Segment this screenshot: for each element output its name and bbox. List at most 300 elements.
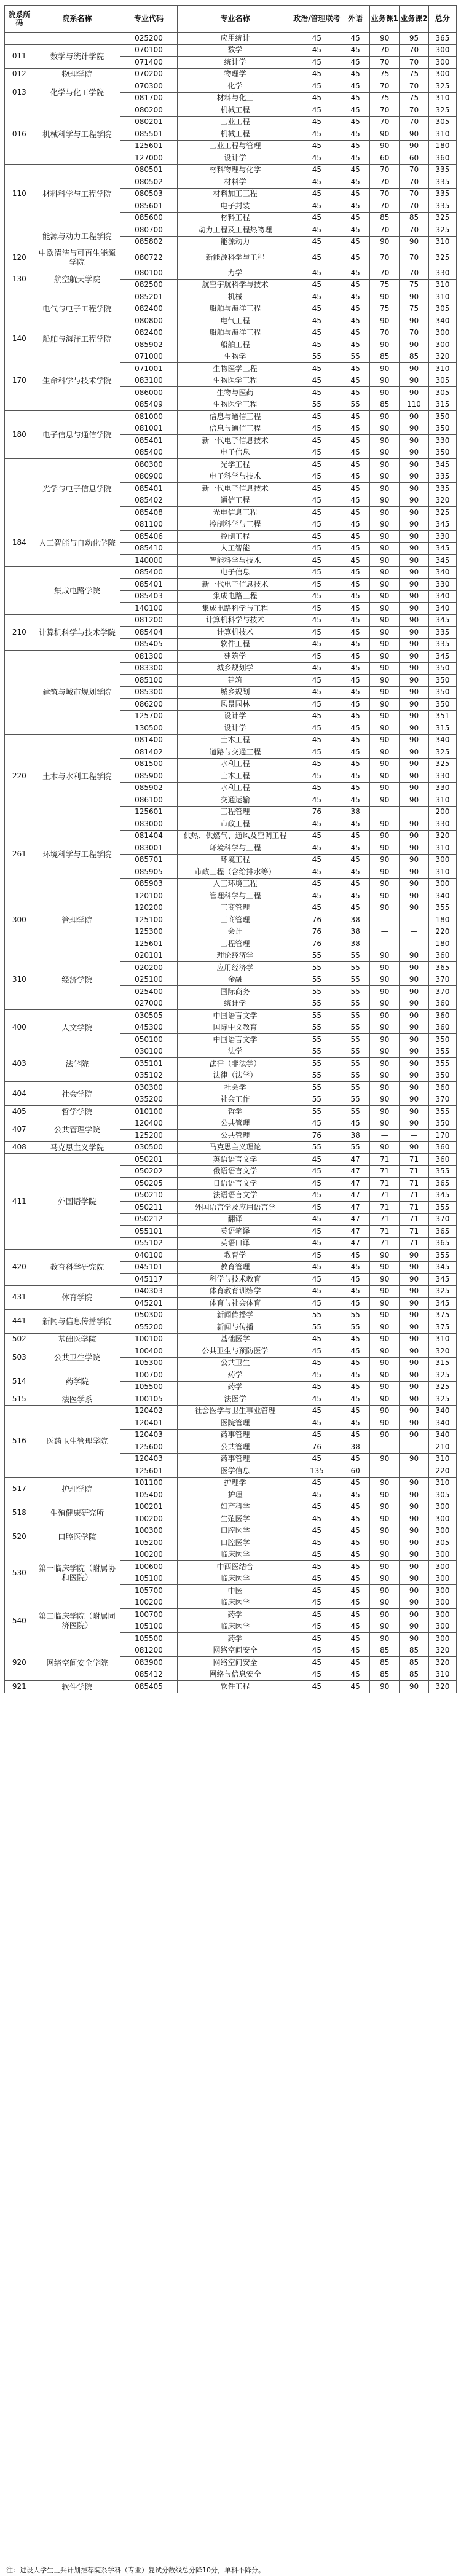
major-name-cell: 城乡规划: [177, 686, 293, 699]
major-code-cell: 100200: [120, 1597, 178, 1609]
course2-cell: 70: [400, 104, 429, 117]
foreign-cell: 45: [341, 710, 370, 722]
course1-cell: —: [370, 1130, 400, 1142]
major-code-cell: 030500: [120, 1141, 178, 1154]
politics-cell: 45: [293, 662, 341, 675]
course2-cell: 90: [400, 770, 429, 783]
course1-cell: 75: [370, 68, 400, 80]
total-cell: 310: [428, 128, 456, 141]
foreign-cell: 45: [341, 878, 370, 890]
politics-cell: 45: [293, 1429, 341, 1441]
politics-cell: 45: [293, 1561, 341, 1573]
course1-cell: 90: [370, 566, 400, 579]
politics-cell: 45: [293, 236, 341, 248]
course1-cell: 60: [370, 152, 400, 165]
dept-name-cell: 中欧清洁与可再生能源学院: [34, 248, 120, 267]
total-cell: 300: [428, 339, 456, 351]
total-cell: 350: [428, 411, 456, 423]
table-row: [5, 1285, 457, 1298]
foreign-cell: 45: [341, 471, 370, 483]
course2-cell: 71: [400, 1202, 429, 1214]
major-name-cell: 公共卫生与预防医学: [177, 1345, 293, 1358]
politics-cell: 45: [293, 1525, 341, 1537]
dept-name-cell: 管理学院: [34, 890, 120, 950]
foreign-cell: 45: [341, 1609, 370, 1621]
total-cell: 345: [428, 1261, 456, 1274]
dept-code-cell: [5, 651, 34, 735]
major-code-cell: 125300: [120, 926, 178, 938]
politics-cell: 45: [293, 315, 341, 327]
politics-cell: 55: [293, 950, 341, 962]
course1-cell: 70: [370, 104, 400, 117]
course1-cell: 71: [370, 1165, 400, 1178]
total-cell: 340: [428, 1417, 456, 1430]
total-cell: 310: [428, 236, 456, 248]
dept-code-cell: 407: [5, 1118, 34, 1141]
major-code-cell: 081300: [120, 651, 178, 663]
dept-code-cell: 518: [5, 1501, 34, 1525]
course2-cell: 95: [400, 33, 429, 45]
politics-cell: 45: [293, 1573, 341, 1585]
major-code-cell: 071001: [120, 363, 178, 375]
major-code-cell: 050211: [120, 1202, 178, 1214]
politics-cell: 55: [293, 1321, 341, 1334]
politics-cell: 45: [293, 614, 341, 627]
course2-cell: 71: [400, 1154, 429, 1166]
total-cell: 375: [428, 1309, 456, 1321]
major-name-cell: 临床医学: [177, 1597, 293, 1609]
foreign-cell: 45: [341, 1298, 370, 1310]
course1-cell: 90: [370, 878, 400, 890]
course1-cell: 70: [370, 116, 400, 128]
table-row: [5, 1477, 457, 1489]
course1-cell: 90: [370, 627, 400, 639]
total-cell: 360: [428, 152, 456, 165]
major-code-cell: 085400: [120, 566, 178, 579]
course1-cell: —: [370, 1441, 400, 1454]
total-cell: 370: [428, 1094, 456, 1106]
major-name-cell: 社会工作: [177, 1094, 293, 1106]
politics-cell: 45: [293, 339, 341, 351]
table-row: [5, 890, 457, 902]
politics-cell: 45: [293, 794, 341, 807]
foreign-cell: 45: [341, 1597, 370, 1609]
politics-cell: 45: [293, 423, 341, 435]
dept-code-cell: 514: [5, 1369, 34, 1393]
course1-cell: 90: [370, 974, 400, 986]
course2-cell: 90: [400, 590, 429, 603]
major-name-cell: 力学: [177, 267, 293, 280]
foreign-cell: 45: [341, 566, 370, 579]
total-cell: 300: [428, 1573, 456, 1585]
foreign-cell: 45: [341, 603, 370, 615]
major-name-cell: 网络空间安全: [177, 1657, 293, 1669]
total-cell: 350: [428, 447, 456, 459]
major-code-cell: 100200: [120, 1549, 178, 1561]
politics-cell: 45: [293, 1513, 341, 1525]
course2-cell: 90: [400, 950, 429, 962]
major-code-cell: 050212: [120, 1213, 178, 1226]
course1-cell: 90: [370, 1285, 400, 1298]
total-cell: 360: [428, 1154, 456, 1166]
course2-cell: 71: [400, 1189, 429, 1202]
course2-cell: 90: [400, 555, 429, 567]
total-cell: 320: [428, 1681, 456, 1693]
foreign-cell: 55: [341, 1046, 370, 1058]
major-code-cell: 085401: [120, 483, 178, 495]
major-code-cell: 125700: [120, 710, 178, 722]
major-code-cell: 085406: [120, 531, 178, 543]
total-cell: 320: [428, 351, 456, 363]
politics-cell: 45: [293, 830, 341, 842]
course1-cell: 75: [370, 303, 400, 315]
politics-cell: 55: [293, 399, 341, 411]
major-name-cell: 工程管理: [177, 938, 293, 950]
total-cell: 305: [428, 375, 456, 387]
foreign-cell: 38: [341, 938, 370, 950]
foreign-cell: 55: [341, 974, 370, 986]
foreign-cell: 45: [341, 1669, 370, 1681]
foreign-cell: 45: [341, 1501, 370, 1513]
table-row: [5, 1645, 457, 1657]
course1-cell: 90: [370, 1118, 400, 1130]
table-row: [5, 1501, 457, 1513]
total-cell: 345: [428, 519, 456, 531]
total-cell: 330: [428, 531, 456, 543]
course2-cell: 90: [400, 566, 429, 579]
major-name-cell: 社会医学与卫生事业管理: [177, 1405, 293, 1417]
foreign-cell: 45: [341, 555, 370, 567]
dept-name-cell: 能源与动力工程学院: [34, 224, 120, 248]
course1-cell: 90: [370, 758, 400, 770]
major-code-cell: 085601: [120, 200, 178, 213]
course2-cell: 90: [400, 782, 429, 794]
table-row: [5, 1141, 457, 1154]
total-cell: 325: [428, 507, 456, 519]
foreign-cell: 45: [341, 140, 370, 152]
major-name-cell: 统计学: [177, 998, 293, 1010]
total-cell: 300: [428, 1501, 456, 1513]
politics-cell: 45: [293, 327, 341, 339]
dept-code-cell: 110: [5, 164, 34, 224]
foreign-cell: 60: [341, 1465, 370, 1478]
course2-cell: 90: [400, 387, 429, 399]
politics-cell: 45: [293, 1453, 341, 1465]
total-cell: 330: [428, 579, 456, 591]
major-code-cell: 085802: [120, 236, 178, 248]
foreign-cell: 45: [341, 212, 370, 224]
course2-cell: 90: [400, 1633, 429, 1645]
dept-code-cell: 016: [5, 104, 34, 165]
major-name-cell: 工程管理: [177, 806, 293, 818]
major-name-cell: 软件工程: [177, 1681, 293, 1693]
politics-cell: 45: [293, 1213, 341, 1226]
foreign-cell: 45: [341, 519, 370, 531]
major-code-cell: 085900: [120, 770, 178, 783]
dept-code-cell: 170: [5, 351, 34, 411]
course1-cell: 90: [370, 986, 400, 998]
course1-cell: 90: [370, 590, 400, 603]
dept-name-cell: 基础医学院: [34, 1333, 120, 1345]
course1-cell: 90: [370, 291, 400, 303]
total-cell: 305: [428, 1489, 456, 1501]
course2-cell: 85: [400, 1645, 429, 1657]
total-cell: 300: [428, 1633, 456, 1645]
major-code-cell: 130500: [120, 722, 178, 735]
course2-cell: 70: [400, 116, 429, 128]
major-name-cell: 新一代电子信息技术: [177, 435, 293, 447]
major-code-cell: 081500: [120, 758, 178, 770]
foreign-cell: 47: [341, 1202, 370, 1214]
course1-cell: 70: [370, 267, 400, 280]
course2-cell: 90: [400, 962, 429, 974]
dept-code-cell: 184: [5, 519, 34, 566]
course2-cell: 90: [400, 1597, 429, 1609]
major-code-cell: 083300: [120, 662, 178, 675]
politics-cell: 45: [293, 435, 341, 447]
foreign-cell: 55: [341, 1106, 370, 1118]
foreign-cell: 45: [341, 614, 370, 627]
major-name-cell: 口腔医学: [177, 1525, 293, 1537]
major-code-cell: 085201: [120, 291, 178, 303]
course1-cell: 90: [370, 1298, 400, 1310]
foreign-cell: 45: [341, 1585, 370, 1597]
foreign-cell: 45: [341, 1417, 370, 1430]
foreign-cell: 45: [341, 699, 370, 711]
major-name-cell: 计算机科学与技术: [177, 614, 293, 627]
major-code-cell: 120402: [120, 1405, 178, 1417]
politics-cell: 45: [293, 1118, 341, 1130]
course1-cell: 90: [370, 1034, 400, 1046]
major-code-cell: 125601: [120, 140, 178, 152]
course1-cell: 90: [370, 1513, 400, 1525]
dept-name-cell: 计算机科学与技术学院: [34, 614, 120, 651]
course2-cell: 90: [400, 1285, 429, 1298]
politics-cell: 55: [293, 974, 341, 986]
major-code-cell: 050210: [120, 1189, 178, 1202]
major-code-cell: 030505: [120, 1010, 178, 1022]
politics-cell: 55: [293, 1094, 341, 1106]
course2-cell: 90: [400, 686, 429, 699]
major-code-cell: 082400: [120, 303, 178, 315]
course2-cell: 90: [400, 1537, 429, 1549]
foreign-cell: 45: [341, 507, 370, 519]
foreign-cell: 55: [341, 950, 370, 962]
total-cell: 220: [428, 1465, 456, 1478]
dept-name-cell: 航空航天学院: [34, 267, 120, 291]
dept-code-cell: 013: [5, 80, 34, 104]
major-name-cell: 公共管理: [177, 1441, 293, 1454]
major-code-cell: 105300: [120, 1357, 178, 1369]
major-name-cell: 中西医结合: [177, 1561, 293, 1573]
politics-cell: 45: [293, 267, 341, 280]
dept-code-cell: 012: [5, 68, 34, 80]
foreign-cell: 45: [341, 68, 370, 80]
major-name-cell: 材料学: [177, 176, 293, 189]
foreign-cell: 55: [341, 1022, 370, 1034]
dept-name-cell: 物理学院: [34, 68, 120, 80]
major-code-cell: 080700: [120, 224, 178, 237]
politics-cell: 76: [293, 1130, 341, 1142]
page: [0, 5, 461, 2574]
header-politics: 政治/管理联考: [293, 6, 341, 33]
foreign-cell: 45: [341, 33, 370, 45]
dept-name-cell: 网络空间安全学院: [34, 1645, 120, 1681]
foreign-cell: 45: [341, 435, 370, 447]
dept-code-cell: 120: [5, 248, 34, 267]
total-cell: 360: [428, 1010, 456, 1022]
dept-name-cell: 生命科学与技术学院: [34, 351, 120, 411]
major-name-cell: 集成电路科学与工程: [177, 603, 293, 615]
politics-cell: 45: [293, 627, 341, 639]
major-name-cell: 光电信息工程: [177, 507, 293, 519]
politics-cell: 45: [293, 1633, 341, 1645]
course2-cell: —: [400, 914, 429, 926]
total-cell: 350: [428, 675, 456, 687]
major-code-cell: 081700: [120, 92, 178, 104]
course2-cell: 90: [400, 746, 429, 759]
major-code-cell: 140100: [120, 603, 178, 615]
course2-cell: 90: [400, 1549, 429, 1561]
politics-cell: 45: [293, 1597, 341, 1609]
foreign-cell: 55: [341, 962, 370, 974]
foreign-cell: 45: [341, 590, 370, 603]
major-name-cell: 法语语言文学: [177, 1189, 293, 1202]
total-cell: 300: [428, 1609, 456, 1621]
total-cell: 335: [428, 176, 456, 189]
total-cell: 300: [428, 1513, 456, 1525]
course2-cell: 71: [400, 1237, 429, 1250]
total-cell: 350: [428, 1034, 456, 1046]
total-cell: 315: [428, 1357, 456, 1369]
major-name-cell: 俄语语言文学: [177, 1165, 293, 1178]
politics-cell: 45: [293, 33, 341, 45]
politics-cell: 45: [293, 1189, 341, 1202]
course1-cell: 90: [370, 459, 400, 471]
foreign-cell: 55: [341, 1058, 370, 1070]
table-row: [5, 566, 457, 579]
politics-cell: 45: [293, 507, 341, 519]
foreign-cell: 45: [341, 1549, 370, 1561]
course2-cell: 90: [400, 1405, 429, 1417]
foreign-cell: 55: [341, 1094, 370, 1106]
foreign-cell: 55: [341, 1010, 370, 1022]
course1-cell: 90: [370, 363, 400, 375]
dept-name-cell: 护理学院: [34, 1477, 120, 1501]
course2-cell: 90: [400, 435, 429, 447]
major-name-cell: 应用统计: [177, 33, 293, 45]
foreign-cell: 45: [341, 327, 370, 339]
foreign-cell: 45: [341, 303, 370, 315]
table-row: [5, 411, 457, 423]
table-row: [5, 1405, 457, 1417]
major-code-cell: 127000: [120, 152, 178, 165]
dept-name-cell: 电气与电子工程学院: [34, 291, 120, 327]
foreign-cell: 55: [341, 1034, 370, 1046]
course2-cell: 70: [400, 176, 429, 189]
dept-name-cell: 化学与化工学院: [34, 80, 120, 104]
foreign-cell: 45: [341, 734, 370, 746]
politics-cell: 45: [293, 80, 341, 93]
politics-cell: 45: [293, 188, 341, 200]
course1-cell: 90: [370, 794, 400, 807]
dept-name-cell: 集成电路学院: [34, 566, 120, 614]
foreign-cell: 45: [341, 890, 370, 902]
foreign-cell: 45: [341, 866, 370, 879]
total-cell: 310: [428, 866, 456, 879]
course1-cell: 90: [370, 1070, 400, 1082]
politics-cell: 45: [293, 1585, 341, 1597]
course1-cell: 90: [370, 1549, 400, 1561]
total-cell: 335: [428, 188, 456, 200]
total-cell: 360: [428, 998, 456, 1010]
course1-cell: 90: [370, 842, 400, 855]
course2-cell: 90: [400, 1429, 429, 1441]
foreign-cell: 45: [341, 902, 370, 914]
course1-cell: 71: [370, 1202, 400, 1214]
total-cell: 310: [428, 794, 456, 807]
total-cell: 351: [428, 710, 456, 722]
total-cell: 220: [428, 926, 456, 938]
major-code-cell: 045300: [120, 1022, 178, 1034]
course2-cell: 90: [400, 1393, 429, 1406]
course1-cell: —: [370, 926, 400, 938]
dept-name-cell: 医药卫生管理学院: [34, 1405, 120, 1477]
course2-cell: 90: [400, 1034, 429, 1046]
major-name-cell: 法律（法学）: [177, 1070, 293, 1082]
politics-cell: 76: [293, 938, 341, 950]
course1-cell: 90: [370, 375, 400, 387]
total-cell: 350: [428, 1070, 456, 1082]
table-row: [5, 164, 457, 176]
politics-cell: 45: [293, 375, 341, 387]
total-cell: 340: [428, 1429, 456, 1441]
total-cell: 180: [428, 140, 456, 152]
table-row: [5, 1010, 457, 1022]
foreign-cell: 45: [341, 188, 370, 200]
total-cell: 325: [428, 1285, 456, 1298]
course1-cell: 90: [370, 1405, 400, 1417]
course2-cell: 90: [400, 638, 429, 651]
major-name-cell: 网络与信息安全: [177, 1669, 293, 1681]
foreign-cell: 45: [341, 200, 370, 213]
foreign-cell: 55: [341, 399, 370, 411]
foreign-cell: 45: [341, 387, 370, 399]
course1-cell: 90: [370, 1261, 400, 1274]
major-code-cell: 085404: [120, 627, 178, 639]
politics-cell: 45: [293, 68, 341, 80]
major-code-cell: 105100: [120, 1621, 178, 1633]
course2-cell: 90: [400, 291, 429, 303]
major-name-cell: 口腔医学: [177, 1537, 293, 1549]
course2-cell: 75: [400, 68, 429, 80]
course2-cell: 90: [400, 1345, 429, 1358]
major-name-cell: 集成电路工程: [177, 590, 293, 603]
major-code-cell: 030100: [120, 1046, 178, 1058]
total-cell: 325: [428, 746, 456, 759]
course2-cell: 70: [400, 224, 429, 237]
total-cell: 345: [428, 1189, 456, 1202]
major-code-cell: 105700: [120, 1585, 178, 1597]
politics-cell: 45: [293, 566, 341, 579]
course2-cell: 110: [400, 399, 429, 411]
course1-cell: 90: [370, 1309, 400, 1321]
major-code-cell: 140000: [120, 555, 178, 567]
course2-cell: 90: [400, 1118, 429, 1130]
table-row: [5, 459, 457, 471]
table-row: [5, 33, 457, 45]
dept-name-cell: 社会学院: [34, 1082, 120, 1106]
